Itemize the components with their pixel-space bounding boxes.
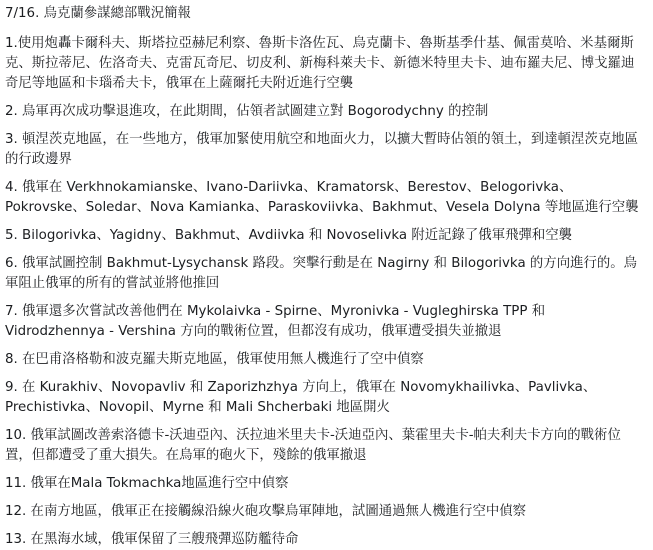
report-item-10: 10. 俄軍試圖改善索洛德卡-沃迪亞內、沃拉迪米里夫卡-沃迪亞內、葉霍里夫卡-帕夫利夫卡方向的戰術位置，但都遭受了重大損失。在烏軍的砲火下，殘餘的俄軍撤退	[5, 428, 621, 463]
report-item-12: 12. 在南方地區，俄軍正在接觸線沿線火砲攻擊烏軍陣地，試圖通過無人機進行空中偵察	[5, 504, 527, 519]
report-item-13: 13. 在黑海水域，俄軍保留了三艘飛彈巡防艦待命	[5, 532, 299, 547]
post-title: 7/16. 烏克蘭參謀總部戰況簡報	[5, 6, 191, 21]
report-item-7: 7. 俄軍還多次嘗試改善他們在 Mykolaivka - Spirne、Myronivka - Vugleghirska TPP 和 Vidrodzhennya - Vershina 方向的戰術位置，但都沒有成功，俄軍遭受損失並撤退	[5, 304, 546, 339]
report-item-1: 1.使用炮轟卡爾科夫、斯塔拉亞赫尼利察、魯斯卡洛佐瓦、烏克蘭卡、魯斯基季什基、佩雷莫哈、米基爾斯克、斯拉蒂尼、佐洛奇夫、克雷瓦奇尼、切皮利、新梅科萊夫卡、新德米特里夫卡、迪布羅夫尼、博戈羅迪奇尼等地區和卡瑙希夫卡，俄軍在上薩爾托夫附近進行空襲	[5, 36, 635, 91]
report-item-5: 5. Bilogorivka、Yagidny、Bakhmut、Avdiivka 和 Novoselivka 附近記錄了俄軍飛彈和空襲	[5, 228, 573, 243]
report-item-4: 4. 俄軍在 Verkhnokamianske、Ivano-Dariivka、Kramatorsk、Berestov、Belogorivka、Pokrovske、Soledar、Nova Kamianka、Paraskoviivka、Bakhmut、Vesela Dolyna 等地區進行空襲	[5, 180, 639, 215]
report-item-8: 8. 在巴甫洛格勒和波克羅夫斯克地區，俄軍使用無人機進行了空中偵察	[5, 352, 424, 367]
report-item-11: 11. 俄軍在Mala Tokmachka地區進行空中偵察	[5, 476, 289, 491]
report-item-3: 3. 頓涅茨克地區，在一些地方，俄軍加緊使用航空和地面火力，以擴大暫時佔領的領土，到達頓涅茨克地區的行政邊界	[5, 132, 638, 167]
report-item-6: 6. 俄軍試圖控制 Bakhmut-Lysychansk 路段。突擊行動是在 Nagirny 和 Bilogorivka 的方向進行的。烏軍阻止俄軍的所有的嘗試並將他推回	[5, 256, 638, 291]
report-item-2: 2. 烏軍再次成功擊退進攻，在此期間，佔領者試圖建立對 Bogorodychny 的控制	[5, 104, 489, 119]
report-item-9: 9. 在 Kurakhiv、Novopavliv 和 Zaporizhzhya 方向上，俄軍在 Novomykhailivka、Pavlivka、Prechistivka、Novopil、Myrne 和 Mali Shcherbaki 地區開火	[5, 380, 597, 415]
